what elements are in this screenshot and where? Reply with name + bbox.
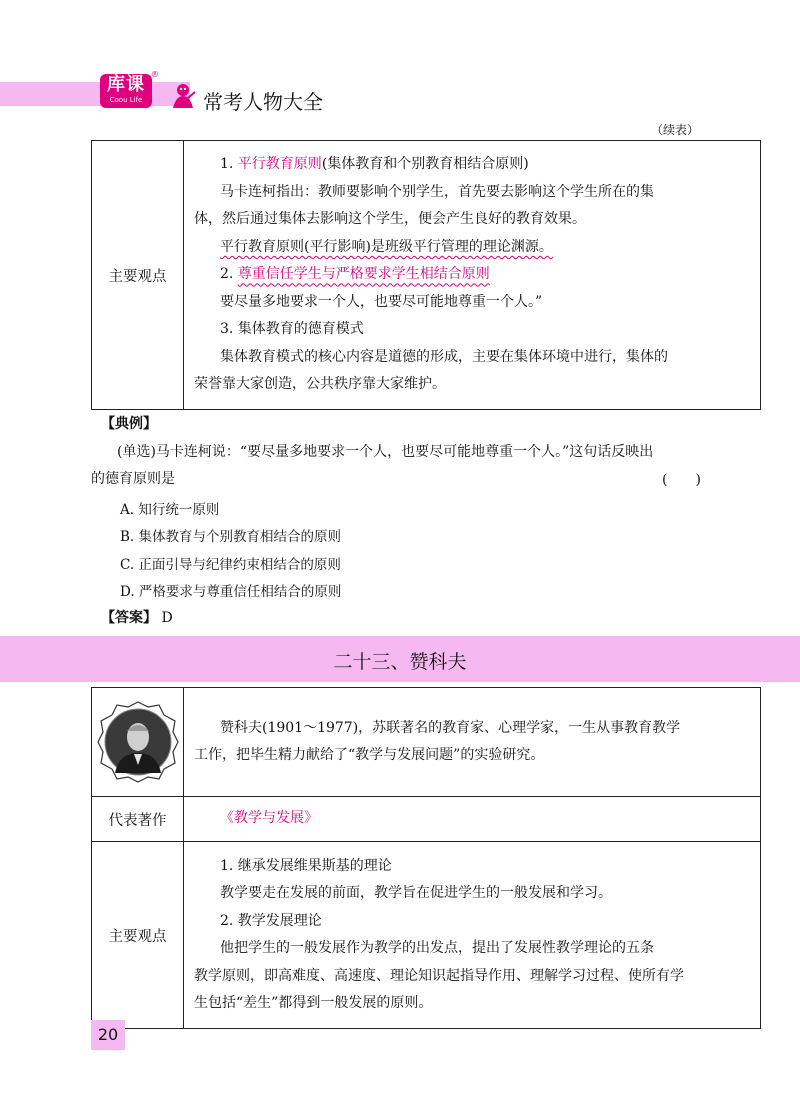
view-line: 平行教育原则(平行影响)是班级平行管理的理论渊源。 [220,238,553,255]
view-line: 体，然后通过集体去影响这个学生，便会产生良好的教育效果。 [194,211,586,228]
works-title: 《教学与发展》 [220,810,318,827]
view-line: 2. 尊重信任学生与严格要求学生相结合原则 [220,266,490,283]
intro-content [184,688,761,797]
answer-label: 【答案】 [101,610,157,626]
page-number: 20 [91,1020,125,1050]
portrait-cell [92,688,184,797]
view-line: 教学要走在发展的前面，教学旨在促进学生的一般发展和学习。 [220,885,612,901]
kuke-logo [100,70,159,108]
header-title: 常考人物大全 [203,90,323,114]
answer-line [101,607,173,627]
view-line: 集体教育模式的核心内容是道德的形成，主要在集体环境中进行，集体的 [220,348,668,365]
section-band [0,636,800,682]
view-line: 他把学生的一般发展作为教学的出发点，提出了发展性教学理论的五条 [220,940,654,956]
view-line: 教学原则，即高难度、高速度、理论知识起指导作用、理解学习过程、使所有学 [194,967,684,984]
example-question-line1: (单选)马卡连柯说：“要尽量多地要求一个人，也要尽可能地尊重一个人。”这句话反映出 [117,444,654,460]
option-a: A. 知行统一原则 [120,502,220,518]
view-line: 1. 平行教育原则(集体教育和个别教育相结合原则) [220,156,529,173]
view-line: 马卡连柯指出：教师要影响个别学生，首先要去影响这个学生所在的集 [220,183,654,200]
view-line: 2. 教学发展理论 [220,912,322,929]
portrait-image [97,701,179,783]
view-line: 1. 继承发展维果斯基的理论 [220,857,392,874]
main-views-content [184,141,761,410]
option-c: C. 正面引导与纪律约束相结合的原则 [120,557,341,573]
registered-icon: ® [151,70,159,79]
views-table-continued [91,140,761,410]
main-views-label: 主要观点 [92,842,184,1029]
intro-line: 赞科夫(1901～1977)，苏联著名的教育家、心理学家，一生从事教育教学 [220,719,681,736]
section-title: 二十三、赞科夫 [333,651,467,673]
header-band [0,82,190,106]
continued-label: （续表） [651,123,700,137]
answer-blank: ( ) [662,472,701,488]
logo-sub: Coou Life [109,96,143,104]
main-views-content [184,842,761,1029]
highlight-term: 尊重信任学生与严格要求学生相结合原则 [237,266,490,283]
view-line: 荣誉靠大家创造，公共秩序靠大家维护。 [194,376,446,393]
mascot-icon [168,80,198,110]
option-b: B. 集体教育与个别教育相结合的原则 [120,529,342,545]
logo-main: 库课 [107,74,145,95]
zankov-table [91,687,761,1029]
view-line: 生包括“差生”都得到一般发展的原则。 [194,995,433,1011]
option-d: D. 严格要求与尊重信任相结合的原则 [120,584,342,600]
view-line: 要尽量多地要求一个人，也要尽可能地尊重一个人。” [220,293,543,310]
answer-value: D [161,610,173,626]
main-views-label: 主要观点 [92,141,184,410]
works-content [184,797,761,842]
works-label: 代表著作 [92,797,184,842]
highlight-term: 平行教育原则 [237,156,322,173]
example-heading: 【典例】 [101,416,157,432]
intro-line: 工作，把毕生精力献给了“教学与发展问题”的实验研究。 [194,747,545,763]
view-line: 3. 集体教育的德育模式 [220,321,364,338]
example-question-line2: 的德育原则是 [91,471,175,487]
